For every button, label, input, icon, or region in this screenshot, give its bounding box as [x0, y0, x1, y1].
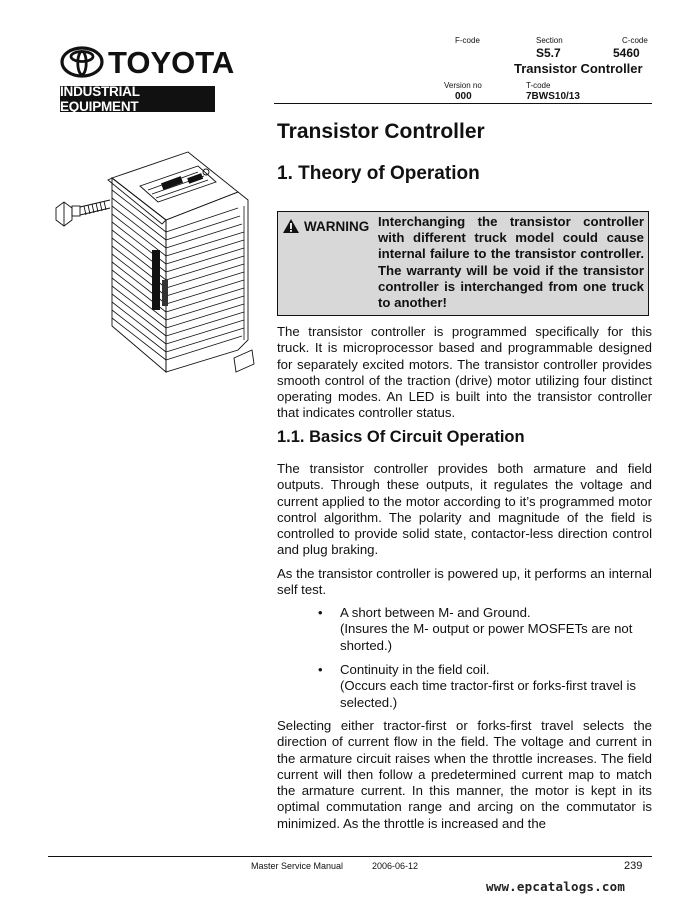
paragraph-self-test: As the transistor controller is powered up, it performs an internal self test.: [277, 566, 652, 598]
warning-label: [282, 218, 369, 234]
page-number: 239: [624, 860, 643, 872]
bullet-marker: •: [318, 662, 323, 677]
fcode-label: F-code: [455, 36, 480, 45]
warning-label-text: WARNING: [304, 218, 370, 234]
ccode-label: C-code: [622, 36, 648, 45]
section-title: Transistor Controller: [514, 61, 643, 76]
footer-rule: [48, 856, 652, 857]
bullet-main: A short between M- and Ground.: [340, 605, 531, 620]
subsection-heading: 1.1. Basics Of Circuit Operation: [277, 428, 525, 446]
section-label: Section: [536, 36, 563, 45]
tcode-label: T-code: [526, 81, 551, 90]
tcode-value: 7BWS10/13: [526, 91, 580, 102]
paragraph-direction: Selecting either tractor-first or forks-first travel selects the direction of current flow in the field. The voltage and current in the armature circuit raises when the throttle increases. The field current will then follow a predetermined current map to match the armature current. In this manner, the motor is kept in its optimal commutation range and arcing on the commutator is minimized. As the throttle is increased and the: [277, 718, 652, 831]
list-item: [340, 662, 652, 711]
bullet-sub: (Occurs each time tractor-first or forks-first travel is selected.): [340, 678, 637, 710]
header-rule: [274, 103, 652, 104]
paragraph-basics: The transistor controller provides both armature and field outputs. Through these outputs, it regulates the voltage and current applied to the motor according to it’s programmed motor control algorithm. The polarity and magnitude of the field is controlled to provide solid state, contactor-less direction control and plug braking.: [277, 461, 652, 558]
brand-wordmark: TOYOTA: [108, 44, 235, 80]
watermark: www.epcatalogs.com: [486, 879, 626, 894]
footer-manual: Master Service Manual: [251, 861, 344, 871]
division-banner: INDUSTRIAL EQUIPMENT: [60, 86, 215, 112]
ccode-value: 5460: [613, 46, 640, 60]
bullet-marker: •: [318, 605, 323, 620]
version-label: Version no: [444, 81, 482, 90]
bolt-icon: [56, 200, 110, 226]
transistor-controller-illustration: [48, 150, 270, 380]
page-title: Transistor Controller: [277, 120, 485, 143]
section-heading: 1. Theory of Operation: [277, 163, 480, 184]
toyota-emblem-icon: [60, 46, 104, 78]
bullet-main: Continuity in the field coil.: [340, 662, 490, 677]
warning-triangle-icon: [282, 218, 300, 234]
warning-box: [277, 211, 649, 316]
footer-date: 2006-06-12: [372, 861, 419, 871]
warning-text: Interchanging the transistor controller with different truck model could cause internal failure to the transistor controller. The warranty will be void if the transistor controller is interchanged from one truck to another!: [378, 214, 644, 311]
intro-paragraph: The transistor controller is programmed specifically for this truck. It is microprocessor based and programmable designed for separately excited motors. The transistor controller provides smooth control of the traction (drive) motor utilizing four distinct operating modes. An LED is built into the transistor controller that indicates controller status.: [277, 324, 652, 421]
section-value: S5.7: [536, 46, 561, 60]
list-item: [340, 605, 652, 654]
version-value: 000: [455, 91, 472, 102]
toyota-logo: [60, 44, 234, 80]
bullet-sub: (Insures the M- output or power MOSFETs are not shorted.): [340, 621, 633, 653]
